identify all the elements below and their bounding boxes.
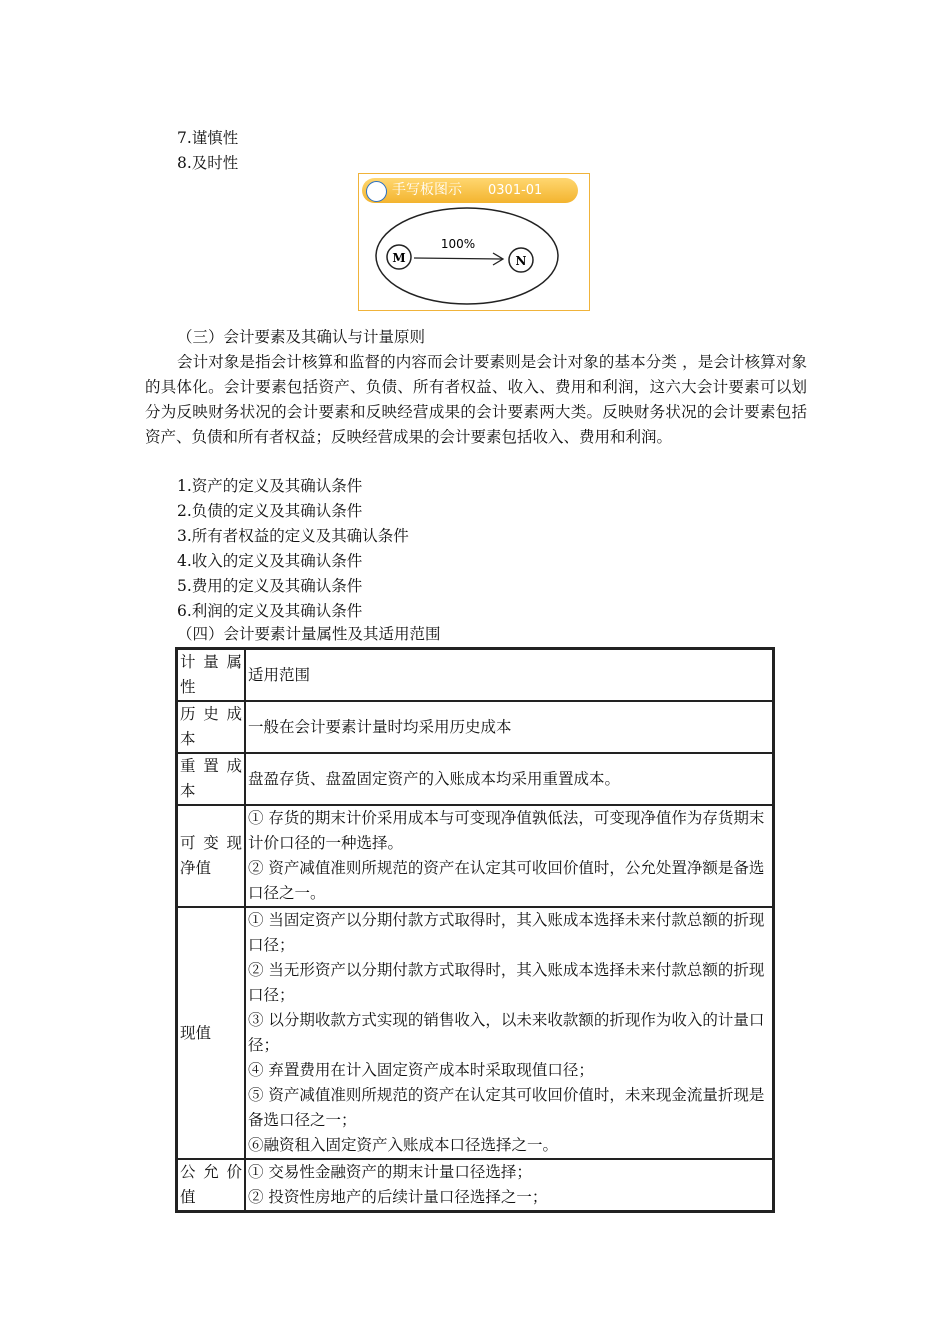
figure-banner (362, 178, 578, 203)
table-cell-scope (245, 907, 773, 1159)
section3-heading: （三）会计要素及其确认与计量原则 (177, 328, 426, 346)
table-cell-scope (245, 1159, 773, 1211)
list-item-timeliness: 8.及时性 (177, 154, 239, 172)
scope-item: ③ 以分期收款方式实现的销售收入，以未来收款额的折现作为收入的计量口径； (248, 1011, 765, 1054)
ownership-diagram (359, 204, 589, 310)
measurement-table (175, 647, 775, 1213)
table-cell-attr: 公 允 价值 (177, 1159, 245, 1211)
node-m-label: M (392, 251, 406, 265)
table-cell-attr: 历 史 成本 (177, 701, 245, 753)
scope-item: 盘盈存货、盘盈固定资产的入账成本均采用重置成本。 (248, 769, 621, 788)
list-item-assets: 1.资产的定义及其确认条件 (177, 477, 363, 495)
scope-item: ⑥融资租入固定资产入账成本口径选择之一。 (248, 1136, 559, 1154)
scope-item: ① 交易性金融资产的期末计量口径选择； (248, 1163, 532, 1181)
table-cell-attr: 现值 (177, 907, 245, 1159)
list-item-revenue: 4.收入的定义及其确认条件 (177, 552, 363, 570)
list-item-prudence: 7.谨慎性 (177, 129, 239, 147)
scope-item: ④ 弃置费用在计入固定资产成本时采取现值口径； (248, 1061, 594, 1079)
table-cell-attr: 重 置 成本 (177, 753, 245, 805)
handwriting-figure (358, 173, 590, 311)
table-header-cell: 计 量 属性 (177, 649, 245, 701)
table-cell-scope (245, 805, 773, 907)
table-cell-scope (245, 753, 773, 805)
table-header-cell: 适用范围 (245, 649, 773, 701)
list-item-profit: 6.利润的定义及其确认条件 (177, 602, 363, 620)
pen-icon (366, 181, 387, 202)
table-header-row (177, 649, 773, 701)
section4-heading: （四）会计要素计量属性及其适用范围 (177, 625, 441, 643)
scope-item: ⑤ 资产减值准则所规范的资产在认定其可收回价值时，未来现金流量折现是备选口径之一； (248, 1086, 765, 1129)
table-row (177, 805, 773, 907)
table-cell-attr: 可 变 现净值 (177, 805, 245, 907)
list-item-expenses: 5.费用的定义及其确认条件 (177, 577, 363, 595)
scope-item: 一般在会计要素计量时均采用历史成本 (248, 717, 512, 736)
scope-item: ① 当固定资产以分期付款方式取得时，其入账成本选择未来付款总额的折现口径； (248, 911, 765, 954)
table-cell-scope (245, 701, 773, 753)
table-row (177, 907, 773, 1159)
scope-item: ② 当无形资产以分期付款方式取得时，其入账成本选择未来付款总额的折现口径； (248, 961, 765, 1004)
scope-item: ① 存货的期末计价采用成本与可变现净值孰低法，可变现净值作为存货期末计价口径的一种选择。 (248, 809, 765, 852)
figure-banner-code: 0301-01 (488, 183, 543, 198)
table-row (177, 701, 773, 753)
list-item-equity: 3.所有者权益的定义及其确认条件 (177, 527, 409, 545)
list-item-liabilities: 2.负债的定义及其确认条件 (177, 502, 363, 520)
arrow-label: 100% (440, 237, 476, 251)
scope-item: ② 投资性房地产的后续计量口径选择之一； (248, 1188, 548, 1206)
table-row (177, 753, 773, 805)
table-row (177, 1159, 773, 1211)
section3-paragraph: 会计对象是指会计核算和监督的内容而会计要素则是会计对象的基本分类 ，是会计核算对象的具体化。会计要素包括资产、负债、所有者权益、收入、费用和利润，这六大会计要素可以划分为反映财务状况的会计要素和反映经营成果的会计要素两大类。反映财务状况的会计要素包括资产、负债和所有者权益；反映经营成果的会计要素包括收入、费用和利润。 (145, 353, 807, 446)
node-n-label: N (515, 254, 527, 268)
figure-banner-title: 手写板图示 (392, 182, 462, 198)
scope-item: ② 资产减值准则所规范的资产在认定其可收回价值时，公允处置净额是备选口径之一。 (248, 859, 765, 902)
arrow-line (414, 258, 502, 259)
